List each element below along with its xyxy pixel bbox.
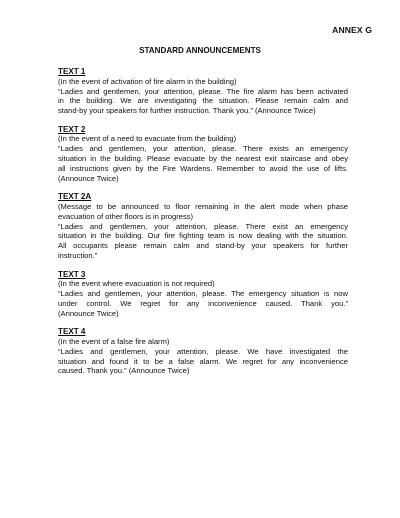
section-line: “Ladies and gentlemen, your attention, please. There exists an emergency	[58, 144, 348, 154]
section-line: situation and found it to be a false alarm. We regret for any inconvenience	[58, 356, 348, 366]
section-context: (In the event of a need to evacuate from the building)	[58, 134, 237, 144]
section-line: situation in the building. Please evacuate by the nearest exit staircase and obey	[58, 154, 348, 164]
section-line: stand-by your speakers for further instruction. Thank you.” (Announce Twice)	[58, 106, 316, 116]
annex-label: ANNEX G	[332, 25, 372, 35]
section-heading: TEXT 3	[58, 269, 86, 279]
section-line: instruction.”	[58, 251, 98, 261]
section-line: “Ladies and gentlemen, your attention, please. The emergency situation is now	[58, 289, 348, 299]
section-heading: TEXT 2A	[58, 192, 92, 202]
section-heading: TEXT 1	[58, 67, 86, 76]
section-context: (In the event of a false fire alarm)	[58, 336, 170, 346]
section-line: (Announce Twice)	[58, 308, 119, 318]
section-context: evacuation of other floors is in progress)	[58, 211, 194, 221]
announcement-text-2	[58, 125, 348, 184]
section-context: (In the event of activation of fire alarm in the building)	[58, 76, 237, 86]
section-line: (Announce Twice)	[58, 173, 119, 183]
section-line: in the building. We are investigating the situation. Please remain calm and	[58, 96, 348, 106]
announcement-text-2a	[58, 192, 348, 261]
section-line: all instructions given by the Fire Wardens. Remember to avoid the use of lifts.	[58, 163, 348, 173]
section-line: caused. Thank you.” (Announce Twice)	[58, 366, 190, 376]
section-context: (In the event where evacuation is not required)	[58, 279, 215, 289]
announcement-text-1	[58, 67, 348, 116]
section-line: situation in the building. Our fire fighting team is now dealing with the situation.	[58, 231, 348, 241]
section-line: “Ladies and gentlemen, your attention, please. The fire alarm has been activated	[58, 86, 348, 96]
section-heading: TEXT 4	[58, 327, 86, 337]
document-title: STANDARD ANNOUNCEMENTS	[139, 46, 261, 55]
announcement-text-3	[58, 270, 348, 319]
section-line: All occupants please remain calm and stand-by your speakers for further	[58, 241, 348, 251]
announcements-list	[58, 67, 348, 385]
section-line: “Ladies and gentlemen, your attention, please. We have investigated the	[58, 346, 348, 356]
section-heading: TEXT 2	[58, 124, 86, 134]
section-line: “Ladies and gentlemen, your attention, please. There exist an emergency	[58, 221, 348, 231]
announcement-text-4	[58, 327, 348, 376]
section-context: (Message to be announced to floor remaining in the alert mode when phase	[58, 201, 348, 211]
section-line: under control. We regret for any inconvenience caused. Thank you.”	[58, 298, 348, 308]
